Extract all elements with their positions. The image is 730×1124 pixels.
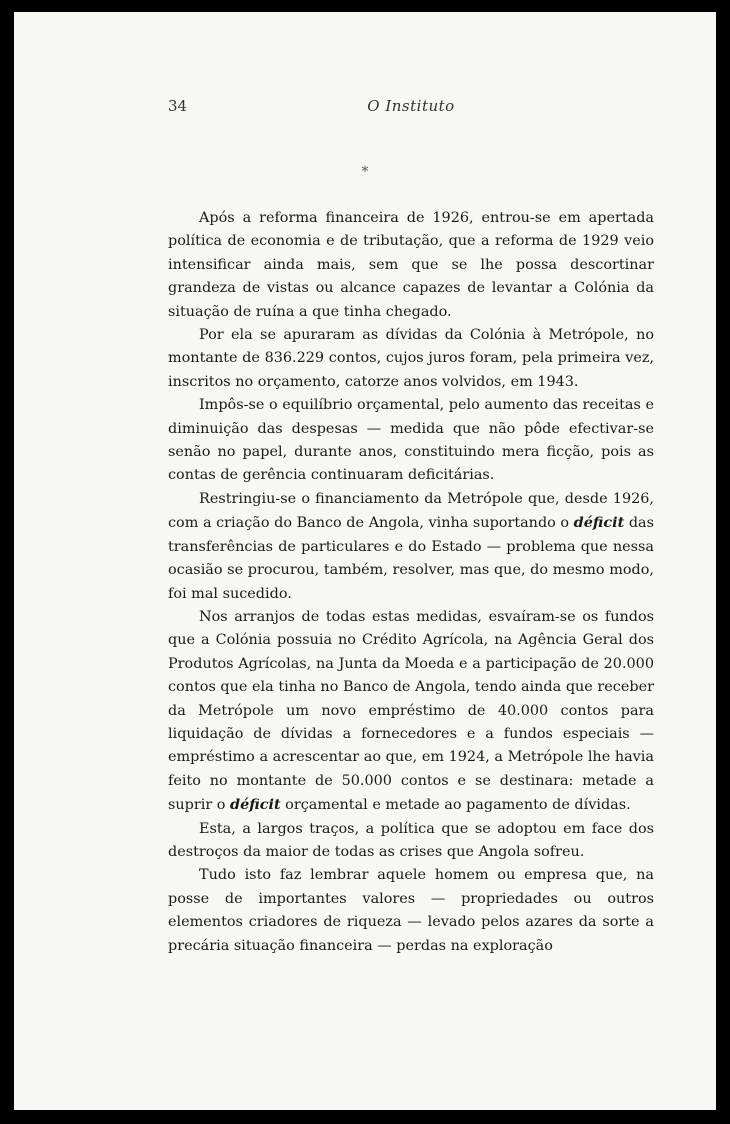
book-page [14,12,716,1110]
paragraph: Nos arranjos de todas estas medidas, esvaíram-se os fundos que a Colónia possuia no Crédito Agrícola, na Agência Geral dos Produtos Agrícolas, na Junta da Moeda e a participação de 20.000 contos que ela tinha no Banco de Angola, tendo ainda que receber da Metrópole um novo empréstimo de 40.000 contos para liquidação de dívidas a fornecedores e a fundos especiais — empréstimo a acrescentar ao que, em 1924, a Metrópole lhe havia feito no montante de 50.000 contos e se destinara: metade a suprir o déficit orçamental e metade ao pagamento de dívidas. [168,608,654,814]
paragraph: Após a reforma financeira de 1926, entrou-se em apertada política de economia e de tributação, que a reforma de 1929 veio intensificar ainda mais, sem que se lhe possa descortinar grandeza de vistas ou alcance capazes de levantar a Colónia da situação de ruína a que tinha chegado. [168,210,654,320]
running-title: O Instituto [367,97,455,115]
body-text [168,207,654,958]
italic-term: déficit [573,514,625,532]
section-separator: * [361,164,369,180]
paragraph: Por ela se apuraram as dívidas da Colónia à Metrópole, no montante de 836.229 contos, cujos juros foram, pela primeira vez, inscritos no orçamento, catorze anos volvidos, em 1943. [168,327,654,390]
paragraph: Tudo isto faz lembrar aquele homem ou empresa que, na posse de importantes valores — propriedades ou outros elementos criadores de riqueza — levado pelos azares da sorte a precária situação financeira — perdas na exploração [168,867,654,954]
page-header [168,97,654,121]
paragraph: Impôs-se o equilíbrio orçamental, pelo aumento das receitas e diminuição das despesas — medida que não pôde efectivar-se senão no papel, durante anos, constituindo mera ficção, pois as contas de gerência continuaram deficitárias. [168,397,654,484]
paragraph: Restringiu-se o financiamento da Metrópole que, desde 1926, com a criação do Banco de Angola, vinha suportando o déficit das transferências de particulares e do Estado — problema que nessa ocasião se procurou, também, resolver, mas que, do mesmo modo, foi mal sucedido. [168,490,654,602]
page-number: 34 [168,97,188,115]
italic-term: déficit [230,796,281,814]
paragraph: Esta, a largos traços, a política que se adoptou em face dos destroços da maior de todas as crises que Angola sofreu. [168,820,654,860]
